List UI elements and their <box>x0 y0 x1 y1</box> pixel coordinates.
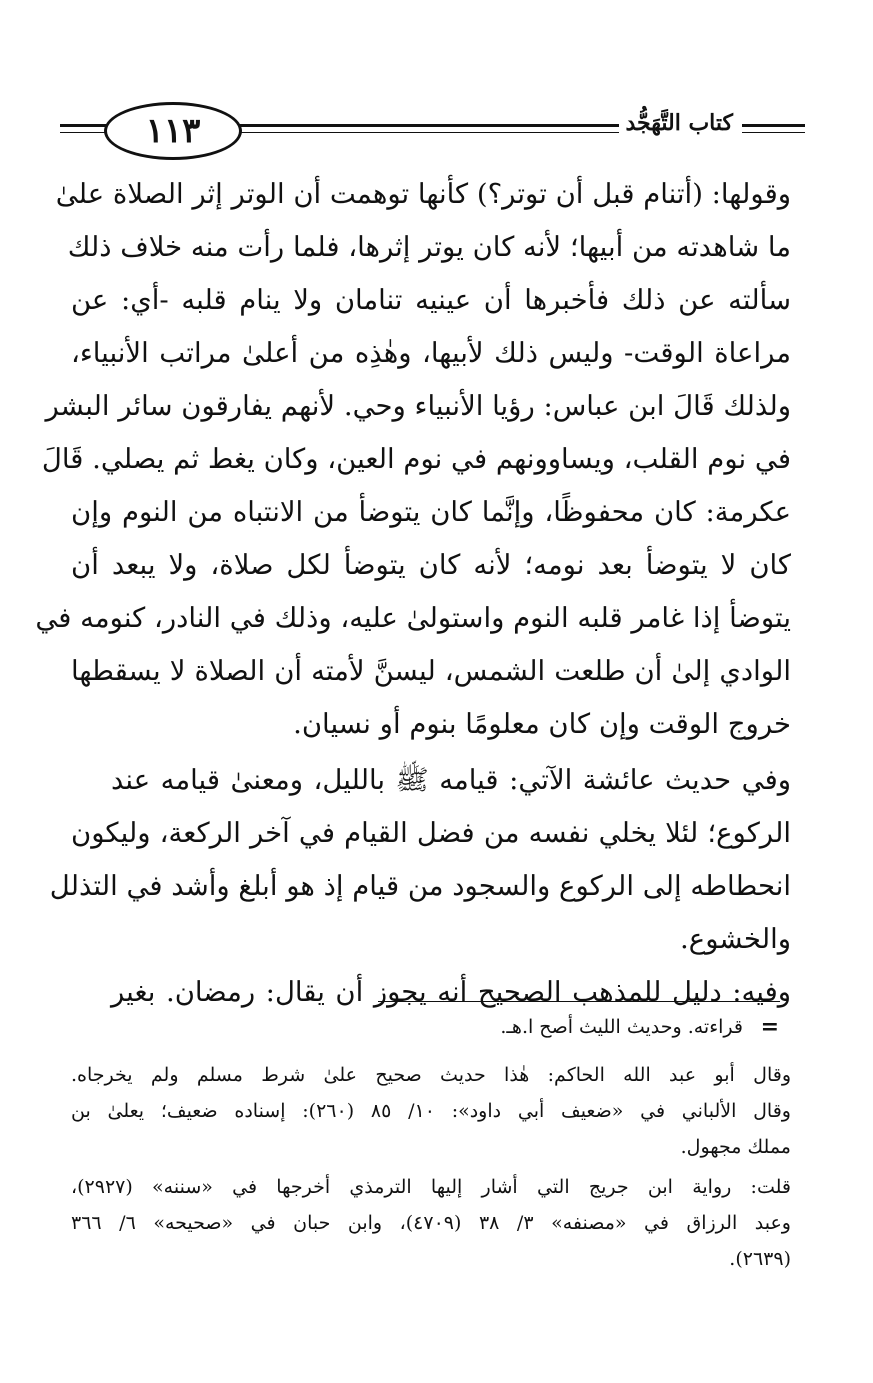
footnote-separator <box>378 1001 780 1002</box>
footnote-line: قراءته. وحديث الليث أصح ا.هـ. <box>500 1016 743 1038</box>
body-line: الوادي إلىٰ أن طلعت الشمس، ليسنَّ لأمته أن الصلاة لا يسقطها <box>71 655 791 687</box>
body-line: والخشوع. <box>680 923 791 955</box>
footnote-line: قلت: رواية ابن جريج التي أشار إليها الترمذي أخرجها في «سننه» (٢٩٢٧)، <box>71 1176 791 1198</box>
body-line: وقولها: (أتنام قبل أن توتر؟) كأنها توهمت أن الوتر إثر الصلاة علىٰ <box>55 178 791 210</box>
body-line: خروج الوقت وإن كان معلومًا بنوم أو نسيان. <box>293 708 791 740</box>
body-line: عكرمة: كان محفوظًا، وإنَّما كان يتوضأ من الانتباه من النوم وإن <box>71 496 791 528</box>
body-line: ولذلك قَالَ ابن عباس: رؤيا الأنبياء وحي. لأنهم يفارقون سائر البشر <box>45 390 791 422</box>
body-line: انحطاطه إلى الركوع والسجود من قيام إذ هو أبلغ وأشد في التذلل <box>49 870 791 902</box>
body-line: في نوم القلب، ويساوونهم في نوم العين، وكان يغط ثم يصلي. قَالَ <box>41 443 791 475</box>
footnote-line: مملك مجهول. <box>680 1136 791 1158</box>
body-line: وفي حديث عائشة الآتي: قيامه ﷺ بالليل، ومعنىٰ قيامه عند <box>111 764 791 796</box>
body-line: وفيه: دليل للمذهب الصحيح أنه يجوز أن يقال: رمضان. بغير <box>111 976 791 1008</box>
footnote-continuation-mark: = <box>760 1014 779 1040</box>
header-rule <box>742 124 805 127</box>
footnote-line: (٢٦٣٩). <box>729 1248 791 1270</box>
book-title: كتاب التَّهَجُّد <box>619 110 739 136</box>
header-rule <box>742 132 805 133</box>
header-rule <box>238 132 628 133</box>
footnote-line: وعبد الرزاق في «مصنفه» ٣/ ٣٨ (٤٧٠٩)، وابن حبان في «صحيحه» ٦/ ٣٦٦ <box>71 1212 791 1234</box>
footnote-line: وقال أبو عبد الله الحاكم: هٰذا حديث صحيح علىٰ شرط مسلم ولم يخرجاه. <box>71 1064 791 1086</box>
page-header <box>60 100 805 166</box>
body-line: ما شاهدته من أبيها؛ لأنه كان يوتر إثرها، فلما رأت منه خلاف ذلك <box>67 231 791 263</box>
page-number: ١١٣ <box>104 102 242 160</box>
body-line: الركوع؛ لئلا يخلي نفسه من فضل القيام في آخر الركعة، وليكون <box>71 817 791 849</box>
body-line: كان لا يتوضأ بعد نومه؛ لأنه كان يتوضأ لكل صلاة، ولا يبعد أن <box>71 549 791 581</box>
header-rule <box>60 132 110 133</box>
body-line: مراعاة الوقت- وليس ذلك لأبيها، وهٰذِه من أعلىٰ مراتب الأنبياء، <box>71 337 791 369</box>
header-rule <box>238 124 628 127</box>
body-line: يتوضأ إذا غامر قلبه النوم واستولىٰ عليه، وذلك في النادر، كنومه في <box>35 602 791 634</box>
body-line: سألته عن ذلك فأخبرها أن عينيه تنامان ولا ينام قلبه -أي: عن <box>71 284 791 316</box>
header-rule <box>60 124 110 127</box>
footnote-line: وقال الألباني في «ضعيف أبي داود»: ١٠/ ٨٥ (٢٦٠): إسناده ضعيف؛ يعلىٰ بن <box>71 1100 791 1122</box>
